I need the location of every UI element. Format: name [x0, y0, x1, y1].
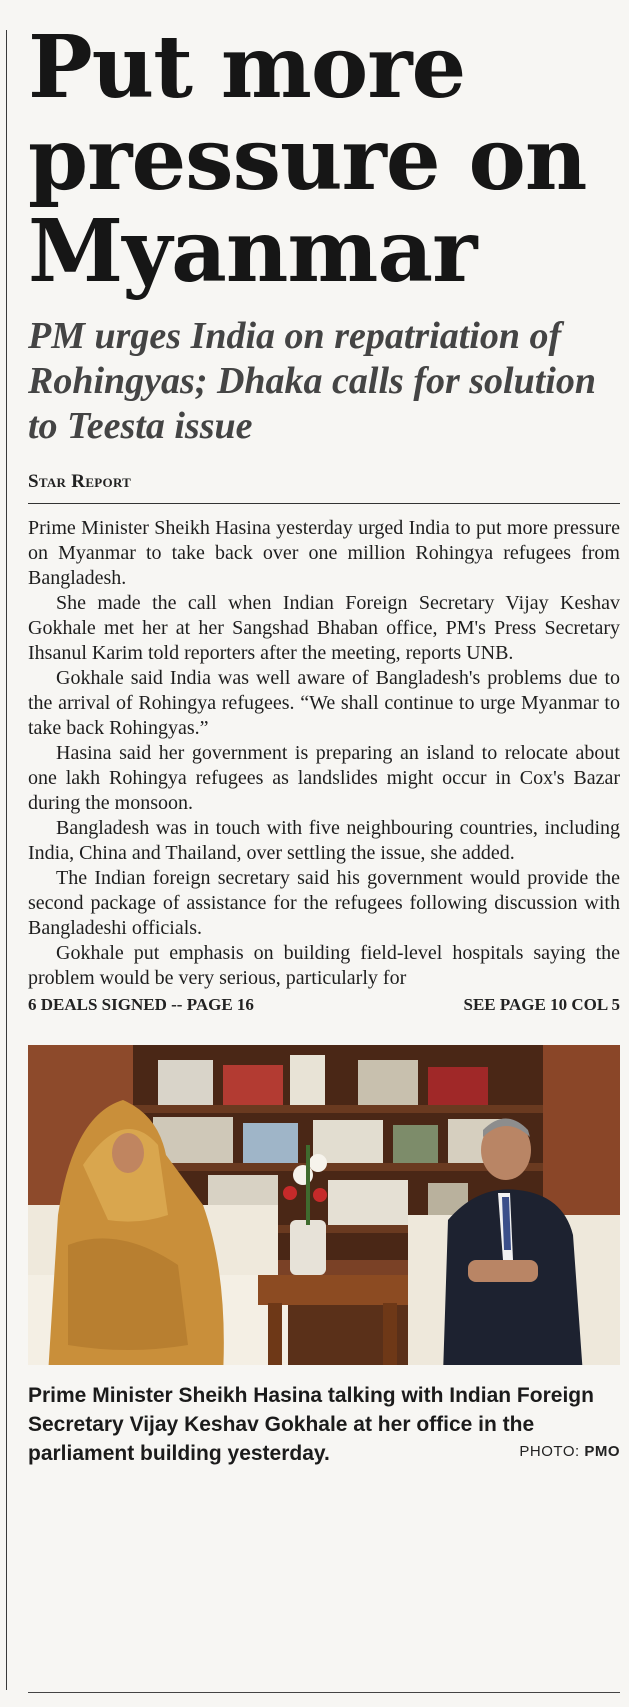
paragraph: Gokhale said India was well aware of Bangladesh's problems due to the arrival of Rohingya refugees. “We shall continue to urge Myanmar to take back Rohingyas.” — [28, 667, 620, 739]
jump-left: 6 DEALS SIGNED -- PAGE 16 — [28, 995, 254, 1014]
credit-label: PHOTO: — [519, 1443, 580, 1460]
jump-lines — [28, 995, 620, 1015]
bottom-rule — [28, 1692, 620, 1693]
jump-right: SEE PAGE 10 COL 5 — [463, 995, 620, 1014]
subheadline: PM urges India on repatriation of Rohingyas; Dhaka calls for solution to Teesta issue — [28, 315, 596, 447]
paragraph: Prime Minister Sheikh Hasina yesterday urged India to put more pressure on Myanmar to take back over one million Rohingya refugees from Bangladesh. — [28, 517, 620, 589]
credit-source: PMO — [584, 1443, 620, 1460]
paragraph: She made the call when Indian Foreign Secretary Vijay Keshav Gokhale met her at her Sangshad Bhaban office, PM's Press Secretary Ihsanul Karim told reporters after the meeting, reports UNB. — [28, 592, 620, 664]
photo-illustration — [28, 1045, 620, 1365]
paragraph: Bangladesh was in touch with five neighbouring countries, including India, China and Thailand, over settling the issue, she added. — [28, 817, 620, 864]
photo-caption — [28, 1381, 620, 1468]
article-body — [28, 516, 620, 991]
byline: Star Report — [28, 471, 620, 504]
column-rule — [6, 30, 7, 1690]
paragraph: Gokhale put emphasis on building field-level hospitals saying the problem would be very serious, particularly for — [28, 942, 620, 989]
paragraph: The Indian foreign secretary said his government would provide the second package of assistance for the refugees following discussion with Bangladeshi officials. — [28, 867, 620, 939]
caption-text: Prime Minister Sheikh Hasina talking with Indian Foreign Secretary Vijay Keshav Gokhale at her office in the parliament building yesterday. — [28, 1384, 594, 1465]
headline: Put more pressure on Myanmar — [28, 17, 587, 302]
article — [28, 0, 620, 1468]
photo-credit — [519, 1437, 620, 1466]
paragraph: Hasina said her government is preparing an island to relocate about one lakh Rohingya refugees as landslides might occur in Cox's Bazar during the monsoon. — [28, 742, 620, 814]
news-photo — [28, 1045, 620, 1365]
